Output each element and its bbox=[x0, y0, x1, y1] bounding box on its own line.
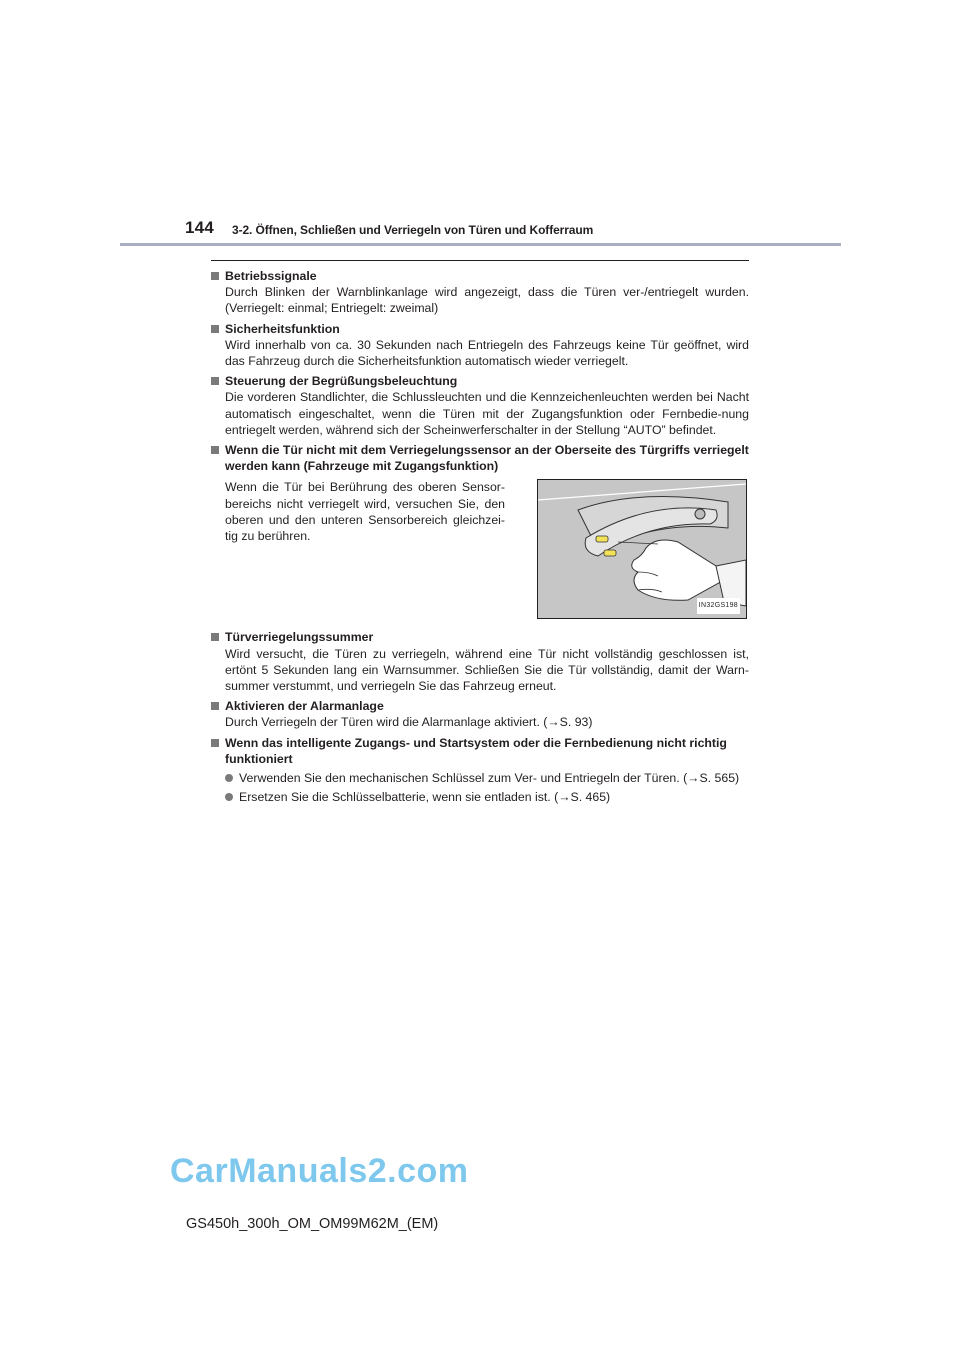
text-with-figure bbox=[211, 479, 749, 619]
section-title: 3-2. Öffnen, Schließen und Verriegeln von Türen und Kofferraum bbox=[232, 223, 594, 237]
figure-code: IN32GS198 bbox=[697, 598, 740, 614]
square-bullet-icon bbox=[211, 702, 219, 710]
square-bullet-icon bbox=[211, 272, 219, 280]
item-heading: Wenn das intelligente Zugangs- und Startsystem oder die Fernbedienung nicht richtig funktioniert bbox=[211, 735, 749, 767]
sub-item: Ersetzen Sie die Schlüsselbatterie, wenn sie entladen ist. (→S. 465) bbox=[211, 789, 749, 805]
item-body: Durch Blinken der Warnblinkanlage wird angezeigt, dass die Türen ver-/entriegelt wurden. (Verriegelt: einmal; Entriegelt: zweimal) bbox=[225, 285, 749, 316]
item-body: Wird innerhalb von ca. 30 Sekunden nach Entriegeln des Fahrzeugs keine Tür geöffnet, wird das Fahrzeug durch die Sicherheitsfunktion automatisch wieder verriegelt. bbox=[225, 337, 749, 369]
content bbox=[211, 268, 749, 809]
sub-item: Verwenden Sie den mechanischen Schlüssel zum Ver- und Entriegeln der Türen. (→S. 565) bbox=[211, 770, 749, 786]
header-rule bbox=[120, 243, 841, 246]
square-bullet-icon bbox=[211, 739, 219, 747]
item-heading: Betriebssignale bbox=[211, 268, 749, 284]
round-bullet-icon bbox=[225, 793, 233, 801]
square-bullet-icon bbox=[211, 633, 219, 641]
item-heading: Steuerung der Begrüßungsbeleuchtung bbox=[211, 373, 749, 389]
item-zugangssystem-stoerung bbox=[211, 735, 749, 806]
footer-document-code: GS450h_300h_OM_OM99M62M_(EM) bbox=[186, 1216, 439, 1232]
item-heading: Türverriegelungssummer bbox=[211, 629, 749, 645]
item-body: Durch Verriegeln der Türen wird die Alarmanlage aktiviert. (→S. 93) bbox=[225, 715, 593, 730]
square-bullet-icon bbox=[211, 377, 219, 385]
item-sicherheitsfunktion bbox=[211, 321, 749, 370]
content-rule bbox=[211, 260, 749, 261]
square-bullet-icon bbox=[211, 446, 219, 454]
item-heading: Wenn die Tür nicht mit dem Verriegelungssensor an der Oberseite des Türgriffs verriegelt werden kann (Fahrzeuge mit Zugangsfunktion) bbox=[211, 442, 749, 474]
item-body: Wenn die Tür bei Berührung des oberen Sensor-bereichs nicht verriegelt wird, versuchen Sie, den oberen und den unteren Sensorbereich gleichzei-tig zu berühren. bbox=[225, 480, 505, 544]
round-bullet-icon bbox=[225, 774, 233, 782]
item-tuerverriegelungssummer bbox=[211, 629, 749, 694]
item-heading: Sicherheitsfunktion bbox=[211, 321, 749, 337]
item-heading: Aktivieren der Alarmanlage bbox=[211, 698, 749, 714]
watermark-logo: CarManuals2.com bbox=[170, 1152, 469, 1190]
door-handle-illustration bbox=[537, 479, 747, 619]
item-alarmanlage bbox=[211, 698, 749, 730]
item-betriebssignale bbox=[211, 268, 749, 317]
page-number: 144 bbox=[185, 218, 214, 237]
item-body: Wird versucht, die Türen zu verriegeln, während eine Tür nicht vollständig geschlossen ist, ertönt 5 Sekunden lang ein Warnsummer. Schließen Sie die Tür vollständig, damit der Warn-summer verstummt, und verriegeln Sie das Fahrzeug erneut. bbox=[225, 646, 749, 694]
square-bullet-icon bbox=[211, 325, 219, 333]
item-begruessungsbeleuchtung bbox=[211, 373, 749, 438]
item-body: Die vorderen Standlichter, die Schlussleuchten und die Kennzeichenleuchten werden bei Nacht automatisch eingeschaltet, wenn die Türen mit der Zugangsfunktion oder Fernbedie-nung entriegelt werden, während sich der Scheinwerferschalter in der Stellung “AUTO” befindet. bbox=[225, 390, 749, 437]
item-verriegelungssensor bbox=[211, 442, 749, 619]
